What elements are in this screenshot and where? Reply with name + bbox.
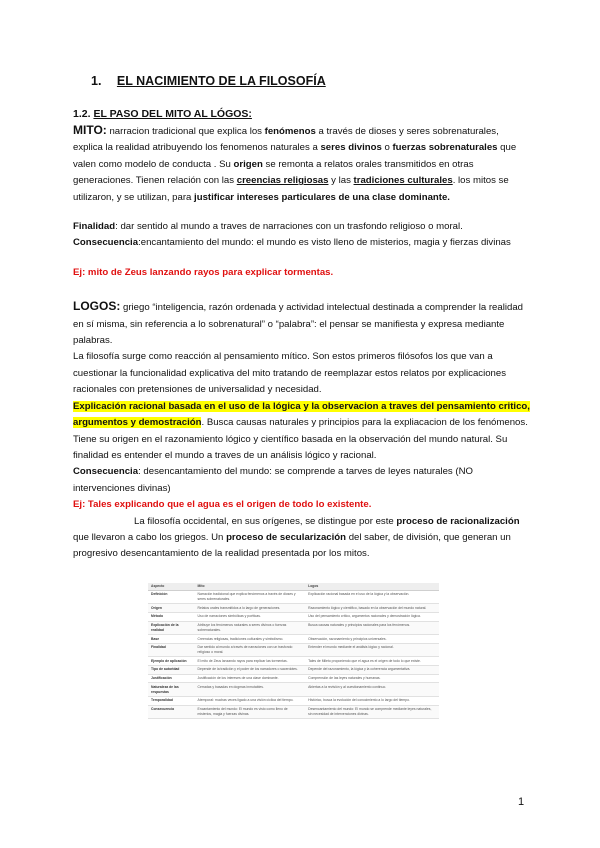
table-row: [148, 634, 439, 643]
table-cell: Abiertas a la revisión y al cuestionamiento continuo.: [305, 683, 439, 696]
text-run: del saber, de división, que generan un progresivo desencantamiento de la realidad presentada por los mitos.: [73, 531, 511, 560]
bold-underlined-run: tradiciones culturales: [353, 175, 453, 187]
body-text: [73, 122, 531, 563]
table-row: [148, 657, 439, 666]
table-cell: Observación, razonamiento y principios universales.: [305, 634, 439, 643]
section-number: 1.: [91, 74, 102, 88]
table-row: [148, 683, 439, 696]
comparison-table-image: [148, 583, 439, 771]
table-cell: Explicación racional basada en el uso de la lógica y la observación.: [305, 590, 439, 603]
table-cell: Comprensión de las leyes naturales y humanas.: [305, 674, 439, 683]
table-cell: Desencantamiento del mundo: El mundo se comprende mediante leyes naturales, sin necesidad de intervenciones divinas.: [305, 705, 439, 718]
table-cell: Atribuye los fenómenos naturales a seres divinos o fuerzas sobrenaturales.: [195, 621, 306, 634]
finalidad-label: Finalidad: [73, 221, 116, 233]
text-run: . los mitos se utilizaron, y se utilizan, para: [73, 175, 509, 203]
text-run: que valen como modelo de conducta . Su: [73, 142, 517, 170]
table-cell: Base: [148, 634, 195, 643]
table-row: [148, 643, 439, 656]
text-run: La filosofía occidental, en sus orígenes, se distingue por este: [134, 515, 397, 527]
table-row: [148, 705, 439, 718]
table-cell: Definición: [148, 590, 195, 603]
table-cell: Creencias religiosas, tradiciones culturales y simbolismo.: [195, 634, 306, 643]
subsection-title: EL PASO DEL MITO AL LÓGOS:: [93, 108, 252, 120]
table-row: [148, 621, 439, 634]
bold-run: proceso de racionalización: [396, 515, 520, 527]
table-cell: Naturaleza de las respuestas: [148, 683, 195, 696]
mito-term: MITO:: [73, 123, 107, 137]
table-cell: Consecuencia: [148, 705, 195, 718]
page-number: 1: [518, 796, 525, 808]
table-cell: Cerradas y basadas en dogmas inmutables.: [195, 683, 306, 696]
table-cell: Narración tradicional que explica fenómenos a través de dioses y seres sobrenaturales.: [195, 590, 306, 603]
logos-term: LOGOS:: [73, 299, 121, 314]
table-row: [148, 674, 439, 683]
finalidad-mito: [73, 219, 531, 235]
text-run: que llevaron a cabo los griegos. Un: [73, 531, 227, 543]
logos-paragraph: [73, 298, 531, 349]
section-heading: [91, 74, 326, 88]
table-cell: Tales de Mileto proponiendo que el agua es el origen de todo lo que existe.: [305, 657, 439, 666]
table-cell: Justificación: [148, 674, 195, 683]
subsection-number: 1.2.: [73, 108, 91, 120]
consecuencia-label: Consecuencia: [73, 466, 139, 478]
consecuencia-mito: [73, 235, 531, 251]
table-header-cell: Mito: [195, 583, 306, 590]
table-row: [148, 612, 439, 621]
filosofia-surge-paragraph: La filosofía surge como reacción al pensamiento mítico. Son estos primeros filósofos los que van a cuestionar la funcionalidad explicativa del mito tratando de reemplazar estos relatos por explicaciones racionales con pretensiones de universalidad y necesidad.: [73, 351, 507, 396]
subsection-heading: [73, 108, 252, 120]
table-cell: Entender el mundo mediante el análisis lógico y racional.: [305, 643, 439, 656]
bold-underlined-run: creencias religiosas: [236, 175, 329, 187]
table-row: [148, 696, 439, 705]
table-cell: El mito de Zeus lanzando rayos para explicar las tormentas.: [195, 657, 306, 666]
table-cell: Explicación de la realidad: [148, 621, 195, 634]
table-cell: Relatos orales transmitidos a lo largo de generaciones.: [195, 603, 306, 612]
table-cell: Método: [148, 612, 195, 621]
table-cell: Finalidad: [148, 643, 195, 656]
text-run: a través de dioses y seres sobrenaturales, explica la realidad atribuyendo los fenomenos naturales a: [73, 126, 499, 154]
section-title: EL NACIMIENTO DE LA FILOSOFÍA: [116, 74, 326, 88]
logos-text: griego “inteligencia, razón ordenada y actividad intelectual destinada a comprender la realidad en sí misma, sin referencia a lo sobrenatural” o “palabra”: el pensar se manifiesta y expresa mediante palabras.: [73, 302, 524, 347]
bold-run: proceso de secularización: [226, 531, 347, 543]
table-cell: Busca causas naturales y principios racionales para los fenómenos.: [305, 621, 439, 634]
table-cell: Origen: [148, 603, 195, 612]
consecuencia-label: Consecuencia: [73, 237, 139, 249]
table-header-cell: Logos: [305, 583, 439, 590]
text-run: se remonta a relatos orales transmitidos en otras generaciones. Tienen relación con las: [73, 158, 474, 187]
explicacion-text: . Busca causas naturales y principios para la expliacacion de los fenómenos. Tiene su origen en el razonamiento lógico y científico basada en la observación del mundo natural. Su finalidad es entender el mundo a traves de un análisis lógico y racional.: [73, 417, 528, 461]
table-cell: Atemporal: muchas veces ligado a una visión cíclica del tiempo.: [195, 696, 306, 705]
text-run: o: [381, 142, 393, 154]
table-cell: Depende del razonamiento, la lógica y la coherencia argumentativa.: [305, 665, 439, 674]
bold-run: justificar intereses particulares de una clase dominante.: [194, 191, 450, 203]
table-cell: Razonamiento lógico y científico, basado en la observación del mundo natural.: [305, 603, 439, 612]
table-cell: Histórico, busca la evolución del conocimiento a lo largo del tiempo.: [305, 696, 439, 705]
bold-run: fenómenos: [264, 126, 316, 137]
table-row: [148, 665, 439, 674]
table-cell: Dar sentido al mundo a través de narraciones con un trasfondo religioso o moral.: [195, 643, 306, 656]
ejemplo-logos: Ej: Tales explicando que el agua es el origen de todo lo existente.: [73, 499, 372, 511]
table-cell: Uso del pensamiento crítico, argumentos racionales y demostración lógica.: [305, 612, 439, 621]
table-cell: Tipo de autoridad: [148, 665, 195, 674]
mito-paragraph: [73, 122, 531, 206]
cierre-paragraph: [73, 514, 531, 563]
table-cell: Ejemplo de aplicación: [148, 657, 195, 666]
table-row: [148, 603, 439, 612]
consecuencia-text: :encantamiento del mundo: el mundo es visto lleno de misterios, magia y fierzas divinas: [138, 237, 511, 249]
text-run: narracion tradicional que explica los: [106, 126, 265, 137]
table-cell: Uso de narraciones simbólicas y poéticas.: [195, 612, 306, 621]
bold-run: fuerzas sobrenaturales: [392, 142, 498, 154]
table-cell: Justificación de los intereses de una clase dominante.: [195, 674, 306, 683]
consecuencia-logos: [73, 464, 531, 497]
text-run: y las: [328, 175, 354, 187]
table-cell: Depende de la tradición y el poder de los narradores o sacerdotes.: [195, 665, 306, 674]
bold-run: seres divinos: [320, 142, 382, 154]
finalidad-text: : dar sentido al mundo a traves de narraciones con un trasfondo religioso o moral.: [115, 221, 463, 233]
table-cell: Encantamiento del mundo: El mundo es visto como lleno de misterios, magia y fuerzas divinas.: [195, 705, 306, 718]
comparison-table: [148, 583, 439, 719]
table-header-cell: Aspecto: [148, 583, 195, 590]
table-body: [148, 590, 439, 718]
bold-run: origen: [233, 158, 263, 170]
ejemplo-mito: Ej: mito de Zeus lanzando rayos para explicar tormentas.: [73, 266, 334, 278]
explicacion-paragraph: [73, 399, 531, 465]
highlighted-text: Explicación racional basada en el uso de la lógica y la observacion a traves del pensamiento critico, argumentos y demostración: [73, 400, 530, 429]
table-cell: Temporalidad: [148, 696, 195, 705]
table-header-row: [148, 583, 439, 590]
table-row: [148, 590, 439, 603]
consecuencia-text: : desencantamiento del mundo: se comprende a tarves de leyes naturales (NO intervenciones divinas): [73, 466, 473, 494]
